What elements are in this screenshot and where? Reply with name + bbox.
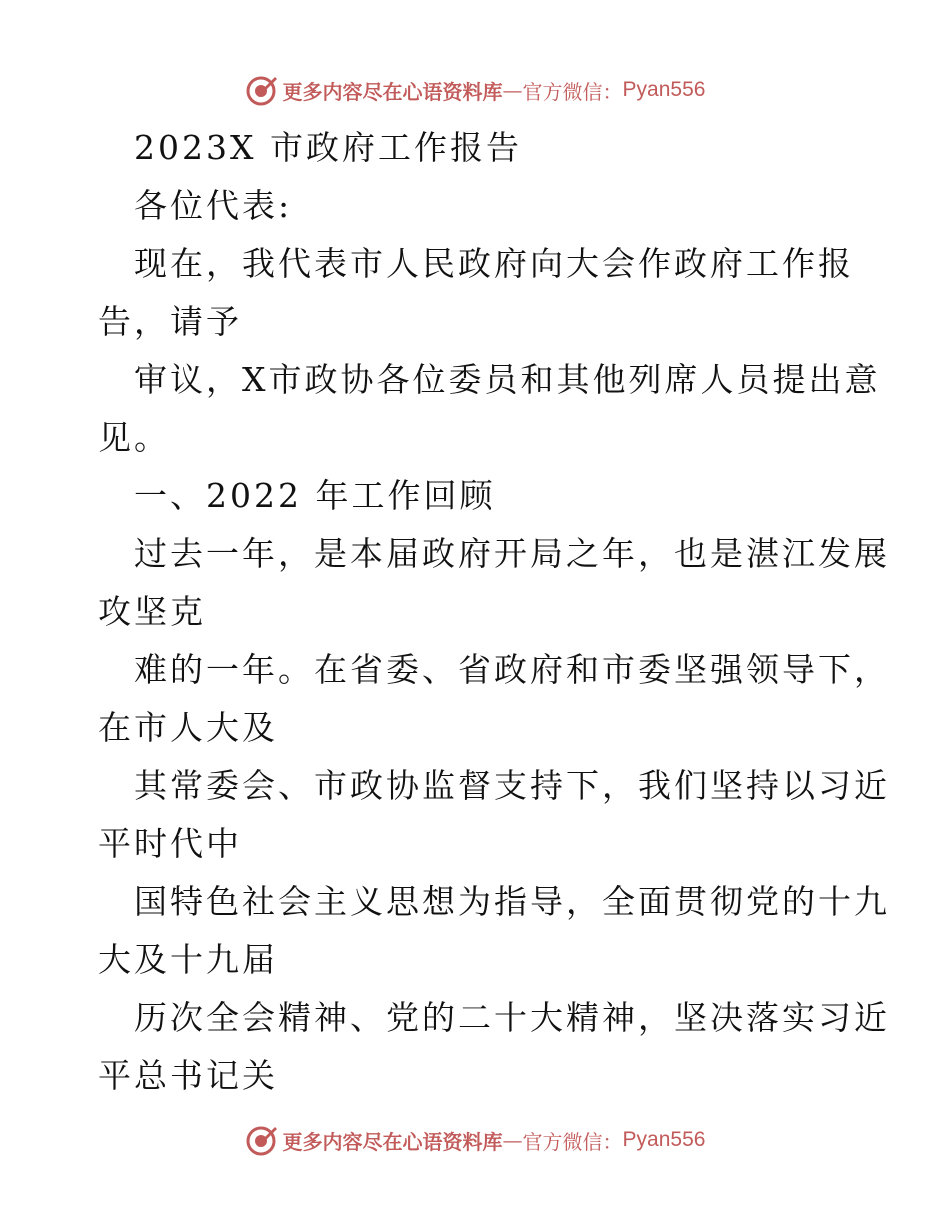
- wechat-label: 官方微信：: [522, 1129, 623, 1154]
- document-title: 2023X 市政府工作报告: [134, 128, 522, 167]
- paragraph-line: 平时代中: [98, 824, 242, 863]
- section-heading: 一、2022 年工作回顾: [134, 476, 496, 515]
- paragraph-line: 平总书记关: [98, 1056, 278, 1095]
- pen-logo-icon: [245, 1123, 279, 1157]
- banner-dash: —: [502, 78, 523, 102]
- paragraph-line: 其常委会、市政协监督支持下，我们坚持以习近: [134, 766, 890, 805]
- paragraph-line: 难的一年。在省委、省政府和市委坚强领导下，: [134, 650, 890, 689]
- header-banner: [0, 70, 950, 110]
- banner-dash: —: [502, 1128, 523, 1152]
- paragraph-line: 过去一年，是本届政府开局之年，也是湛江发展: [134, 534, 890, 573]
- brand-text: 更多内容尽在心语资料库: [282, 1129, 503, 1154]
- paragraph-line: 审议，X市政协各位委员和其他列席人员提出意: [134, 360, 881, 399]
- salutation: 各位代表:: [134, 186, 293, 225]
- paragraph-line: 攻坚克: [98, 592, 206, 631]
- footer-banner: [0, 1120, 950, 1160]
- wechat-id: Pyan556: [622, 1128, 706, 1151]
- pen-logo-icon: [245, 73, 279, 107]
- brand-text: 更多内容尽在心语资料库: [282, 79, 503, 104]
- paragraph-line: 告，请予: [98, 302, 242, 341]
- paragraph-line: 国特色社会主义思想为指导，全面贯彻党的十九: [134, 882, 890, 921]
- paragraph-line: 历次全会精神、党的二十大精神，坚决落实习近: [134, 998, 890, 1037]
- paragraph-line: 在市人大及: [98, 708, 278, 747]
- paragraph-line: 大及十九届: [98, 940, 278, 979]
- wechat-label: 官方微信：: [522, 79, 623, 104]
- paragraph-line: 见。: [98, 418, 170, 457]
- paragraph-line: 现在，我代表市人民政府向大会作政府工作报: [134, 244, 854, 283]
- wechat-id: Pyan556: [622, 78, 706, 101]
